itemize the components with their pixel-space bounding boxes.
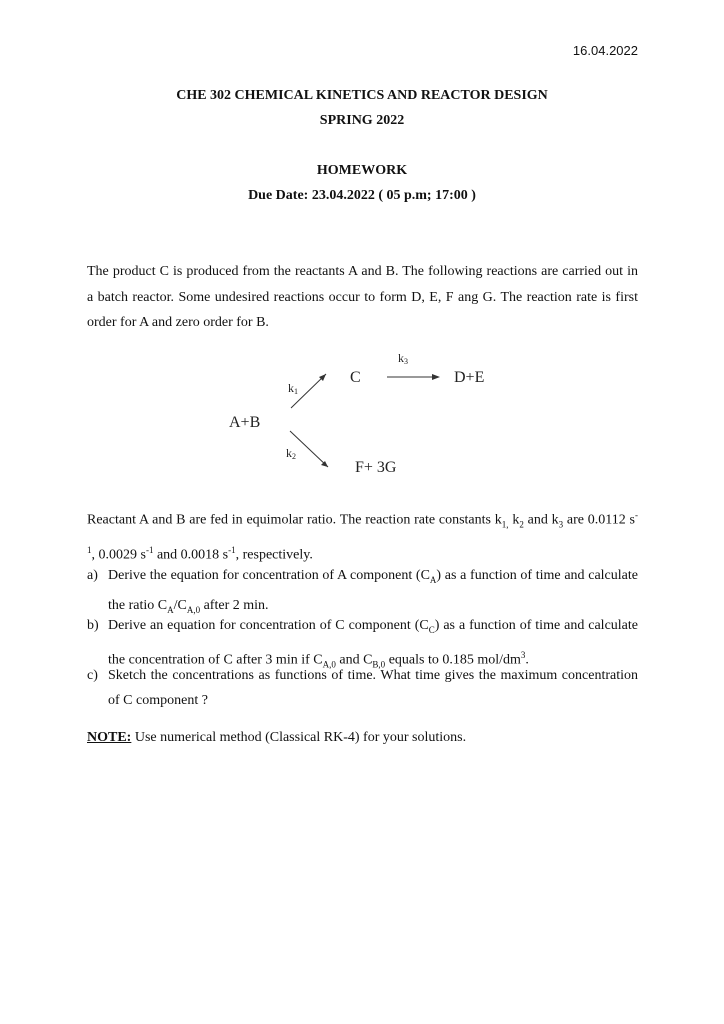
question-text: Sketch the concentrations as functions of time. What time gives the maximum concentration of C component ? bbox=[108, 668, 638, 708]
rate-constants-paragraph: Reactant A and B are fed in equimolar ratio. The reaction rate constants $k_{1,}$ $k_2$ and $k_3$ are 0.0112 $s^{-1}$, 0.0029 $s^{-1}$ and 0.0018 $s^{-1}$, respectively. bbox=[87, 510, 639, 563]
assignment-title: HOMEWORK bbox=[316, 163, 408, 178]
k3-label: k3 bbox=[398, 351, 408, 366]
products-fg-label: F+ 3G bbox=[355, 459, 397, 476]
reaction-scheme bbox=[0, 340, 724, 490]
reactants-label: A+B bbox=[229, 414, 261, 431]
question-label: c) bbox=[87, 668, 98, 683]
k2-arrow bbox=[290, 431, 328, 467]
question-text: Derive the equation for concentration of A component $(C_A)$ as a function of time and calculate the ratio $C_A/C_{A,0}$ after 2 min. bbox=[108, 568, 638, 615]
semester: SPRING 2022 bbox=[319, 113, 405, 128]
question-c bbox=[87, 663, 638, 713]
note-label: NOTE: bbox=[87, 730, 132, 745]
due-date: Due Date: 23.04.2022 ( 05 p.m; 17:00 ) bbox=[248, 188, 476, 203]
question-label: b) bbox=[87, 618, 99, 633]
date: 16.04.2022 bbox=[572, 43, 638, 58]
question-text: Derive an equation for concentration of C component $(C_C)$ as a function of time and calculate the concentration of C after 3 min if $C_{A,0}$ and $C_{B,0}$ equals to 0.185 mol/$dm^3$. bbox=[108, 618, 638, 670]
products-de-label: D+E bbox=[454, 369, 485, 386]
k2-label: k2 bbox=[286, 446, 296, 461]
k1-label: k1 bbox=[288, 381, 298, 396]
course-title: CHE 302 CHEMICAL KINETICS AND REACTOR DESIGN bbox=[176, 88, 548, 103]
question-label: a) bbox=[87, 568, 98, 583]
note bbox=[87, 725, 466, 750]
intro-paragraph: The product C is produced from the reactants A and B. The following reactions are carried out in a batch reactor. Some undesired reactions occur to form D, E, F ang G. The reaction rate is first order for A and zero order for B. bbox=[87, 264, 638, 330]
k3-arrowhead bbox=[432, 374, 440, 380]
product-c-label: C bbox=[350, 369, 361, 386]
note-text: Use numerical method (Classical RK-4) for your solutions. bbox=[131, 730, 467, 745]
